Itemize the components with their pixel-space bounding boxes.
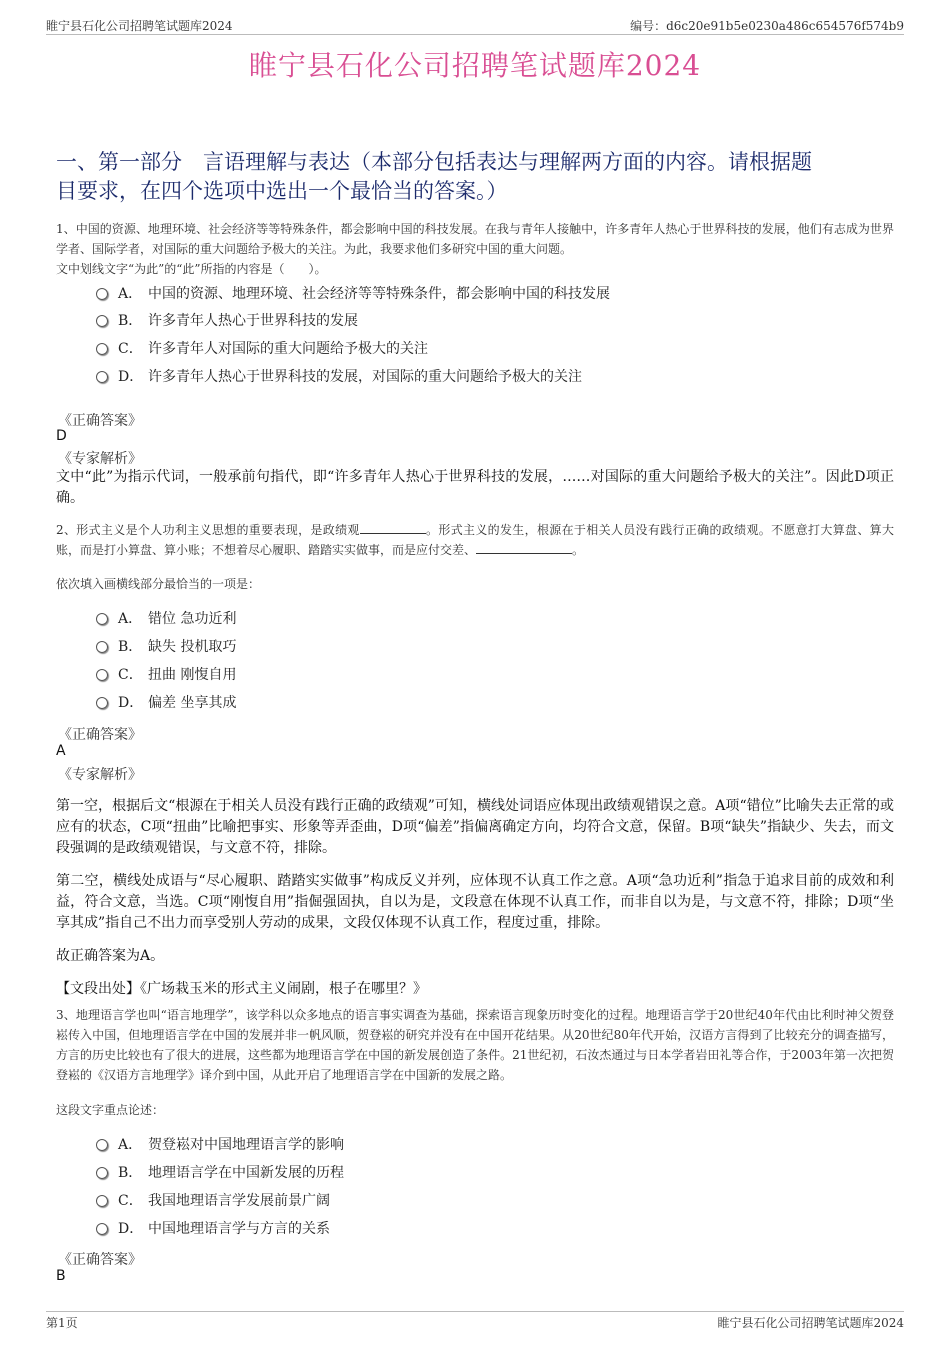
radio-icon[interactable] <box>96 613 108 625</box>
footer-divider <box>46 1311 904 1312</box>
radio-icon[interactable] <box>96 641 108 653</box>
page-header <box>46 17 904 35</box>
q1-option-d[interactable]: D． 许多青年人热心于世界科技的发展，对国际的重大问题给予极大的关注 <box>96 367 582 387</box>
question-2 <box>56 520 894 560</box>
q2-answer-label: 《正确答案》 <box>58 727 142 743</box>
q1-answer-value: D <box>56 428 67 444</box>
q2-option-c[interactable]: C． 扭曲 刚愎自用 <box>96 665 236 685</box>
q2-analysis-p1: 第一空，根据后文“根源在于相关人员没有践行正确的政绩观”可知，横线处词语应体现出政绩观错误之意。A项“错位”比喻失去正常的或应有的状态，C项“扭曲”比喻把事实、形象等弄歪曲，D项“偏差”指偏离确定方向，均符合文意，保留。B项“缺失”指缺少、失去，而文段强调的是政绩观错误，与文意不符，排除。 <box>56 798 894 856</box>
radio-icon[interactable] <box>96 697 108 709</box>
fill-blank-2 <box>476 541 572 554</box>
radio-icon[interactable] <box>96 371 108 383</box>
q1-option-b[interactable]: B． 许多青年人热心于世界科技的发展 <box>96 311 358 331</box>
q2-analysis <box>56 796 894 1000</box>
question-3-prompt: 这段文字重点论述： <box>56 1103 165 1117</box>
question-1-text: 1、中国的资源、地理环境、社会经济等等特殊条件，都会影响中国的科技发展。在我与青年人接触中，许多青年人热心于世界科技的发展，他们有志成为世界学者、国际学者，对国际的重大问题给予极大的关注。为此，我要求他们多研究中国的重大问题。 <box>56 222 894 256</box>
radio-icon[interactable] <box>96 343 108 355</box>
radio-icon[interactable] <box>96 1167 108 1179</box>
page-title: 睢宁县石化公司招聘笔试题库2024 <box>248 49 702 82</box>
q1-analysis <box>56 467 894 509</box>
q2-analysis-p2: 第二空，横线处成语与“尽心履职、踏踏实实做事”构成反义并列，应体现不认真工作之意。A项“急功近利”指急于追求目前的成效和利益，符合文意，当选。C项“刚愎自用”指倔强固执，自以为是，文段意在体现不认真工作，而非自以为是，与文意不符，排除；D项“坐享其成”指自己不出力而享受别人劳动的成果，文段仅体现不认真工作，程度过重，排除。 <box>56 873 894 931</box>
section-heading <box>56 148 906 206</box>
radio-icon[interactable] <box>96 288 108 300</box>
q2-source: 【文段出处】《广场栽玉米的形式主义闹剧，根子在哪里？》 <box>56 981 427 997</box>
q2-analysis-label: 《专家解析》 <box>58 767 142 783</box>
q1-answer-label: 《正确答案》 <box>58 413 142 429</box>
header-doc-number: 编号：d6c20e91b5e0230a486c654576f574b9 <box>630 19 904 33</box>
q2-option-d[interactable]: D． 偏差 坐享其成 <box>96 693 236 713</box>
footer-title: 睢宁县石化公司招聘笔试题库2024 <box>717 1316 904 1330</box>
fill-blank-1 <box>360 521 426 534</box>
q1-analysis-text: 文中“此”为指示代词，一般承前句指代，即“许多青年人热心于世界科技的发展，……对国际的重大问题给予极大的关注”。因此D项正确。 <box>56 469 894 506</box>
q1-option-c[interactable]: C． 许多青年人对国际的重大问题给予极大的关注 <box>96 339 428 359</box>
q3-option-c[interactable]: C． 我国地理语言学发展前景广阔 <box>96 1191 330 1211</box>
q3-option-d[interactable]: D． 中国地理语言学与方言的关系 <box>96 1219 330 1239</box>
q2-option-b[interactable]: B． 缺失 投机取巧 <box>96 637 236 657</box>
radio-icon[interactable] <box>96 1139 108 1151</box>
q3-option-a[interactable]: A． 贺登崧对中国地理语言学的影响 <box>96 1135 344 1155</box>
header-left-title: 睢宁县石化公司招聘笔试题库2024 <box>46 19 233 33</box>
question-1 <box>56 219 894 279</box>
q2-answer-value: A <box>56 743 66 759</box>
radio-icon[interactable] <box>96 1223 108 1235</box>
q1-option-a[interactable]: A． 中国的资源、地理环境、社会经济等等特殊条件，都会影响中国的科技发展 <box>96 284 610 304</box>
q3-option-b[interactable]: B． 地理语言学在中国新发展的历程 <box>96 1163 344 1183</box>
q1-analysis-label: 《专家解析》 <box>58 451 142 467</box>
radio-icon[interactable] <box>96 315 108 327</box>
q3-answer-value: B <box>56 1268 66 1284</box>
question-2-prompt: 依次填入画横线部分最恰当的一项是： <box>56 577 261 591</box>
q2-option-a[interactable]: A． 错位 急功近利 <box>96 609 236 629</box>
radio-icon[interactable] <box>96 1195 108 1207</box>
header-divider <box>46 34 904 35</box>
question-3 <box>56 1005 894 1085</box>
question-2-prompt-wrap <box>56 574 894 594</box>
q3-answer-label: 《正确答案》 <box>58 1252 142 1268</box>
question-2-text: 2、形式主义是个人功利主义思想的重要表现，是政绩观 。形式主义的发生，根源在于相关人员没有践行正确的政绩观。不愿意打大算盘、算大账，而是打小算盘、算小账；不想着尽心履职、踏踏实实做事，而是应付交差、 。 <box>56 523 894 557</box>
section-heading-line2: 目要求，在四个选项中选出一个最恰当的答案。） <box>56 179 508 203</box>
question-3-text: 3、地理语言学也叫“语言地理学”，该学科以众多地点的语言事实调查为基础，探索语言现象历时变化的过程。地理语言学于20世纪40年代由比利时神父贺登崧传入中国，但地理语言学在中国的发展并非一帆风顺，贺登崧的研究并没有在中国开花结果。从20世纪80年代开始，汉语方言得到了比较充分的调查描写，方言的历史比较也有了很大的进展，这些都为地理语言学在中国的新发展创造了条件。21世纪初，石汝杰通过与日本学者岩田礼等合作，于2003年第一次把贺登崧的《汉语方言地理学》译介到中国，从此开启了地理语言学在中国新的发展之路。 <box>56 1008 894 1082</box>
section-heading-line1: 一、第一部分 言语理解与表达（本部分包括表达与理解两方面的内容。请根据题 <box>56 150 812 174</box>
question-3-prompt-wrap <box>56 1100 894 1120</box>
question-1-prompt: 文中划线文字“为此”的“此”所指的内容是（ ）。 <box>56 262 327 276</box>
radio-icon[interactable] <box>96 669 108 681</box>
page-number: 第1页 <box>46 1316 78 1330</box>
q2-analysis-p3: 故正确答案为A。 <box>56 948 165 964</box>
